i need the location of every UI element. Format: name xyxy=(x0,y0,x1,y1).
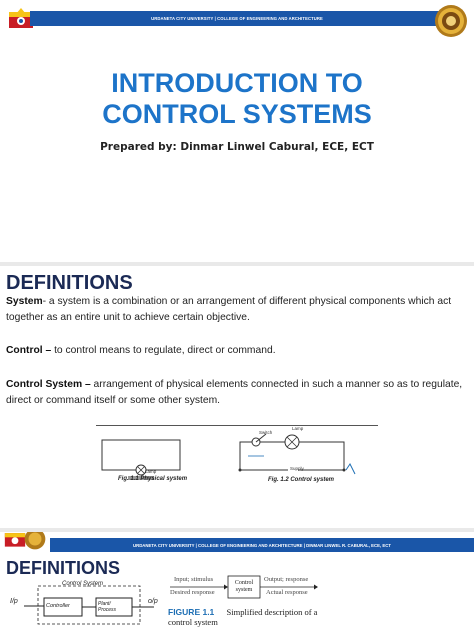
figure-label: FIGURE 1.1 xyxy=(168,607,215,617)
fig1-caption: Fig. 1.1 Physical system xyxy=(118,476,188,482)
header-bar: URDANETA CITY UNIVERSITY | COLLEGE OF ENGINEERING AND ARCHITECTURE xyxy=(30,11,444,26)
author-subtitle: Prepared by: Dinmar Linwel Cabural, ECE, ECT xyxy=(100,141,374,153)
text-system: - a system is a combination or an arrangement of different physical components which act together as an entire unit to achieve certain objective. xyxy=(6,296,452,323)
block-input-label: Input; stimulus xyxy=(174,576,214,583)
term-control-system: Control System – xyxy=(6,379,91,390)
title-line-2: CONTROL SYSTEMS xyxy=(102,99,372,129)
definitions-slide-2 xyxy=(0,532,474,632)
control-system-diagram xyxy=(228,426,368,482)
term-system: System xyxy=(6,296,43,307)
section-heading-2: DEFINITIONS xyxy=(6,558,121,578)
block-output-sub: Actual response xyxy=(266,589,308,596)
lamp-label-left: Lamp xyxy=(145,469,157,474)
term-control: Control – xyxy=(6,345,52,356)
figure-caption xyxy=(168,607,318,627)
definition-control xyxy=(6,343,466,359)
definition-control-system xyxy=(6,377,466,408)
lamp-label: Lamp xyxy=(292,426,304,431)
supply-label: Supply xyxy=(290,466,304,471)
sketch-controller: Controller xyxy=(46,603,70,609)
figure-caption-text: Simplified description of a control system xyxy=(168,607,318,627)
title-line-1: INTRODUCTION TO xyxy=(111,68,363,98)
hand-drawn-block-sketch xyxy=(4,580,164,628)
physical-system-diagram xyxy=(98,434,218,482)
sketch-control-system: Control System xyxy=(62,581,104,587)
header-bar-2: URDANETA CITY UNIVERSITY | COLLEGE OF ENGINEERING AND ARCHITECTURE | DINMAR LINWEL R. CABURAL, ECE, ECT xyxy=(50,538,474,552)
text-control-system: arrangement of physical elements connected in such a manner so as to regulate, direct or command itself or some other system. xyxy=(6,379,463,406)
switch-label: Switch xyxy=(259,430,273,435)
sketch-output: o/p xyxy=(148,598,158,605)
text-control: to control means to regulate, direct or command. xyxy=(51,345,276,356)
definition-system xyxy=(6,294,466,325)
title-slide xyxy=(0,0,474,262)
definitions-slide xyxy=(0,266,474,528)
college-seal-logo-2 xyxy=(24,532,46,550)
sketch-plant: Plant/ Process xyxy=(98,601,117,613)
college-seal-logo xyxy=(434,4,468,38)
sketch-input: I/p xyxy=(10,598,18,605)
fig2-caption: Fig. 1.2 Control system xyxy=(268,477,335,483)
block-input-sub: Desired response xyxy=(170,589,215,596)
page-title xyxy=(0,68,474,130)
block-output-label: Output; response xyxy=(264,576,309,583)
section-heading: DEFINITIONS xyxy=(6,272,133,294)
block-center: Control system xyxy=(234,580,254,593)
